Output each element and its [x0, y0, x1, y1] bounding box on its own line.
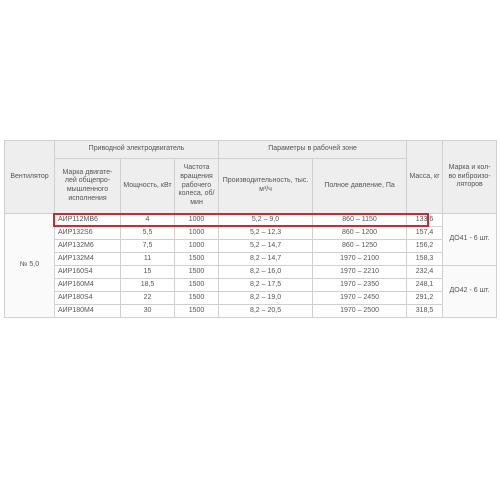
motor-model-cell: АИР132М6 [55, 240, 121, 253]
mass-cell: 232,4 [407, 266, 443, 279]
header-rotation-speed: Частота вращения рабочего колеса, об/мин [175, 159, 219, 214]
table-row [5, 279, 497, 292]
isolator-group-cell: ДО42 - 6 шт. [443, 266, 497, 318]
rpm-cell: 1500 [175, 305, 219, 318]
header-productivity: Производительность, тыс. м³/ч [219, 159, 313, 214]
mass-cell: 157,4 [407, 227, 443, 240]
rpm-cell: 1500 [175, 292, 219, 305]
motor-model-cell: АИР160М4 [55, 279, 121, 292]
rpm-cell: 1000 [175, 214, 219, 227]
power-cell: 30 [121, 305, 175, 318]
header-drive-motor: Приводной электродвигатель [55, 141, 219, 159]
isolator-group-cell: ДО41 - 6 шт. [443, 214, 497, 266]
power-cell: 18,5 [121, 279, 175, 292]
pressure-cell: 860 – 1200 [313, 227, 407, 240]
power-cell: 4 [121, 214, 175, 227]
productivity-cell: 8,2 – 14,7 [219, 253, 313, 266]
pressure-cell: 1970 – 2450 [313, 292, 407, 305]
pressure-cell: 1970 – 2210 [313, 266, 407, 279]
mass-cell: 291,2 [407, 292, 443, 305]
table-row [5, 266, 497, 279]
mass-cell: 156,2 [407, 240, 443, 253]
rpm-cell: 1500 [175, 253, 219, 266]
fan-spec-table [4, 140, 497, 318]
pressure-cell: 860 – 1250 [313, 240, 407, 253]
motor-model-cell: АИР180S4 [55, 292, 121, 305]
pressure-cell: 1970 – 2500 [313, 305, 407, 318]
table-row [5, 253, 497, 266]
productivity-cell: 5,2 – 9,0 [219, 214, 313, 227]
productivity-cell: 5,2 – 12,3 [219, 227, 313, 240]
fan-number-cell: № 5,0 [5, 214, 55, 318]
power-cell: 22 [121, 292, 175, 305]
productivity-cell: 8,2 – 20,5 [219, 305, 313, 318]
productivity-cell: 5,2 – 14,7 [219, 240, 313, 253]
header-vibration-isolators: Марка и кол-во виброизо-ляторов [443, 141, 497, 214]
motor-model-cell: АИР112МВ6 [55, 214, 121, 227]
pressure-cell: 1970 – 2100 [313, 253, 407, 266]
productivity-cell: 8,2 – 19,0 [219, 292, 313, 305]
mass-cell: 318,5 [407, 305, 443, 318]
header-fan: Вентилятор [5, 141, 55, 214]
productivity-cell: 8,2 – 17,5 [219, 279, 313, 292]
table-row [5, 240, 497, 253]
power-cell: 15 [121, 266, 175, 279]
pressure-cell: 860 – 1150 [313, 214, 407, 227]
header-motor-model: Марка двигате-лей общепро-мышленного исполнения [55, 159, 121, 214]
productivity-cell: 8,2 – 16,0 [219, 266, 313, 279]
table-row [5, 292, 497, 305]
motor-model-cell: АИР132М4 [55, 253, 121, 266]
motor-model-cell: АИР180М4 [55, 305, 121, 318]
motor-model-cell: АИР132S6 [55, 227, 121, 240]
header-power: Мощность, кВт [121, 159, 175, 214]
power-cell: 7,5 [121, 240, 175, 253]
mass-cell: 158,3 [407, 253, 443, 266]
pressure-cell: 1970 – 2350 [313, 279, 407, 292]
mass-cell: 248,1 [407, 279, 443, 292]
power-cell: 11 [121, 253, 175, 266]
rpm-cell: 1500 [175, 279, 219, 292]
table-row [5, 227, 497, 240]
header-total-pressure: Полное давление, Па [313, 159, 407, 214]
spec-table-container [4, 140, 496, 340]
rpm-cell: 1500 [175, 266, 219, 279]
rpm-cell: 1000 [175, 227, 219, 240]
mass-cell: 133,6 [407, 214, 443, 227]
header-work-zone-params: Параметры в рабочей зоне [219, 141, 407, 159]
table-row [5, 305, 497, 318]
rpm-cell: 1000 [175, 240, 219, 253]
header-mass: Масса, кг [407, 141, 443, 214]
table-row [5, 214, 497, 227]
motor-model-cell: АИР160S4 [55, 266, 121, 279]
power-cell: 5,5 [121, 227, 175, 240]
